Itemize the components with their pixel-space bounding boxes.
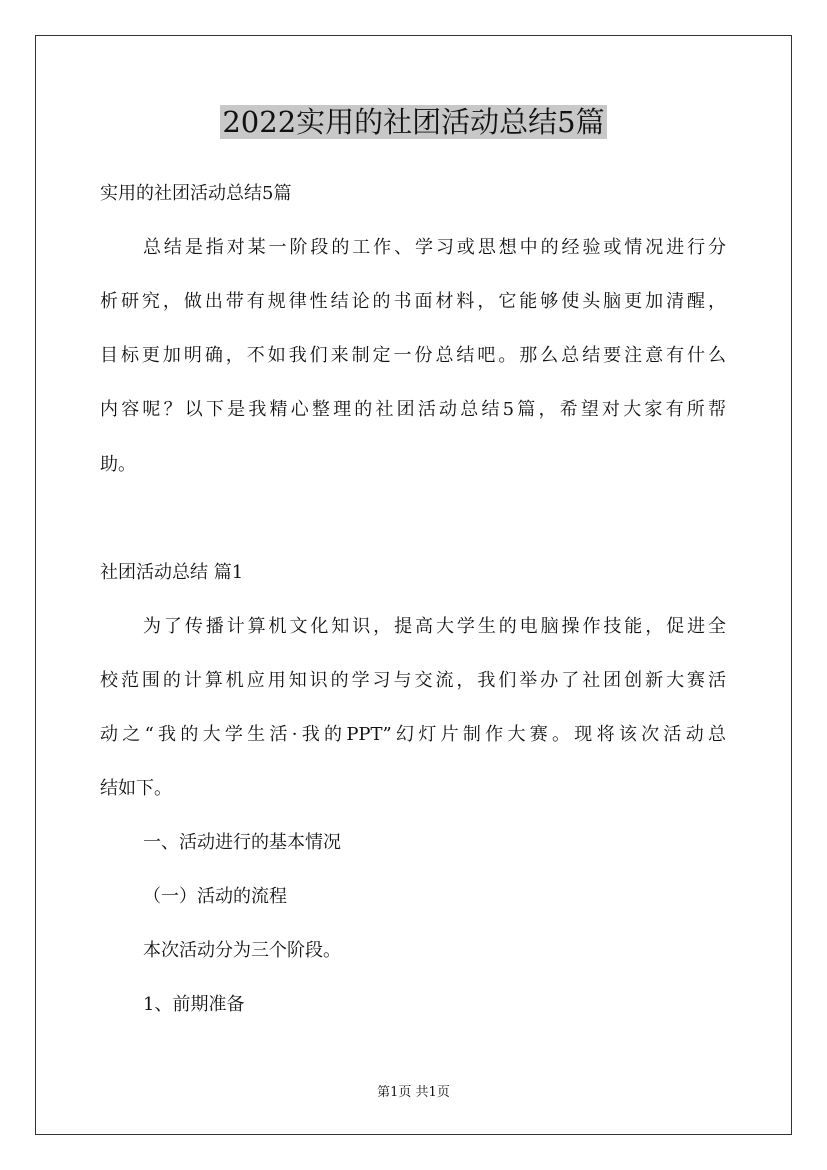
- body-line-2: 校范围的计算机应用知识的学习与交流，我们举办了社团创新大赛活: [100, 670, 726, 691]
- intro-line-5: 助。: [100, 454, 136, 475]
- intro-line-4: 内容呢？以下是我精心整理的社团活动总结5篇，希望对大家有所帮: [100, 399, 726, 420]
- section-heading: 社团活动总结 篇1: [100, 562, 244, 583]
- intro-line-2: 析研究，做出带有规律性结论的书面材料，它能够使头脑更加清醒，: [100, 291, 726, 312]
- body-line-4: 结如下。: [100, 778, 172, 799]
- intro-line-3: 目标更加明确，不如我们来制定一份总结吧。那么总结要注意有什么: [100, 345, 726, 366]
- page-footer: 第1页 共1页: [377, 1085, 450, 1100]
- item-heading-4: 1、前期准备: [143, 994, 245, 1015]
- item-heading-1: 一、活动进行的基本情况: [143, 832, 341, 853]
- document-title: [0, 102, 827, 142]
- body-line-1: 为了传播计算机文化知识，提高大学生的电脑操作技能，促进全: [143, 616, 726, 637]
- intro-line-1: 总结是指对某一阶段的工作、学习或思想中的经验或情况进行分: [143, 237, 726, 258]
- document-title-text: 2022实用的社团活动总结5篇: [222, 105, 605, 139]
- item-heading-2: （一）活动的流程: [143, 886, 287, 907]
- item-text-3: 本次活动分为三个阶段。: [143, 940, 341, 961]
- document-subtitle: 实用的社团活动总结5篇: [100, 183, 292, 204]
- body-line-3: 动之“我的大学生活·我的PPT”幻灯片制作大赛。现将该次活动总: [100, 724, 726, 745]
